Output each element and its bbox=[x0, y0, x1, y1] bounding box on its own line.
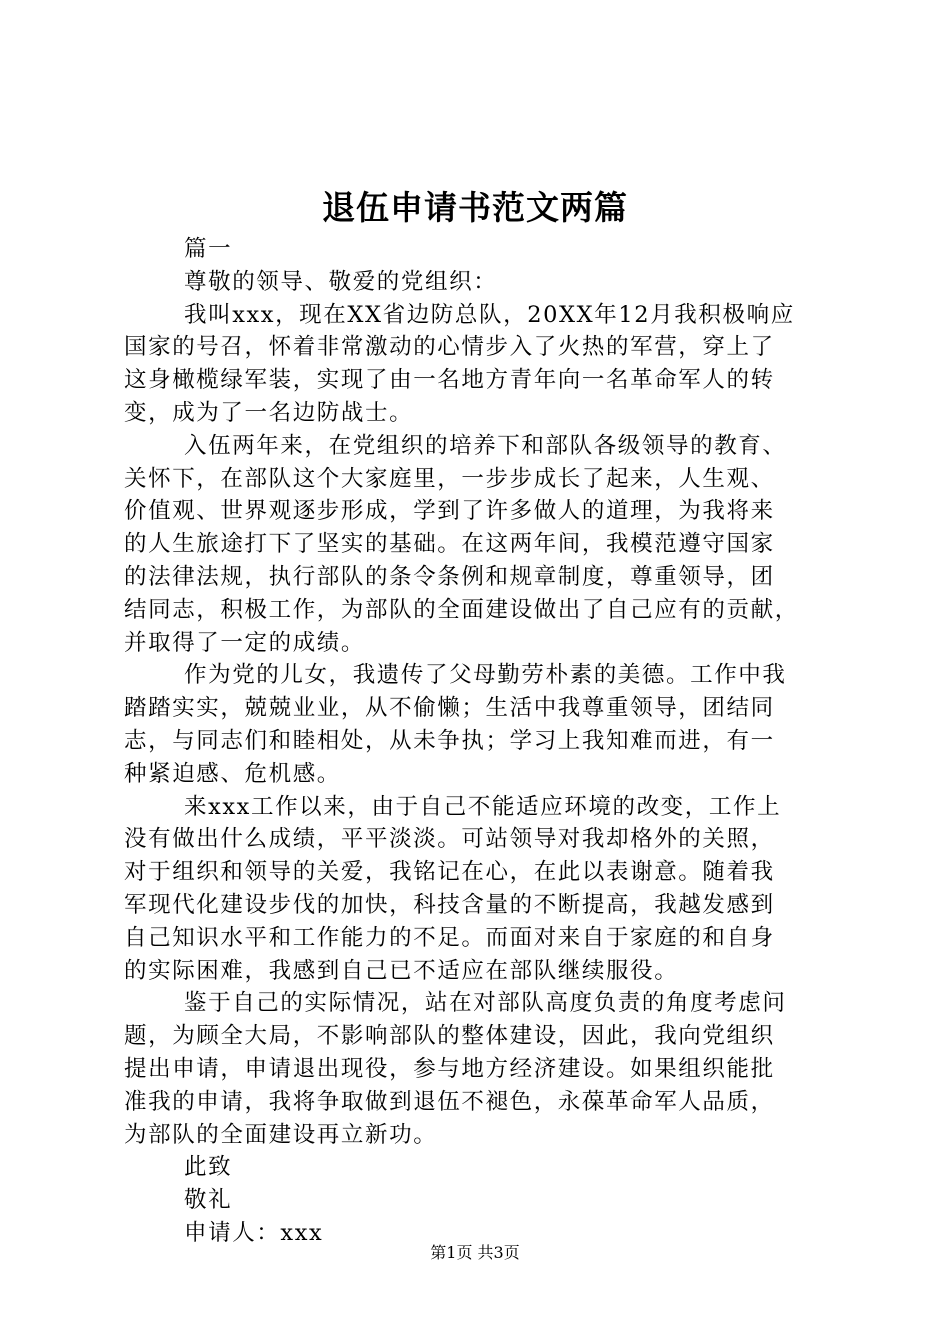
body-line: 志，与同志们和睦相处，从未争执；学习上我知难而进，有一 bbox=[124, 727, 775, 754]
document-body bbox=[124, 233, 846, 1250]
body-line: 关怀下，在部队这个大家庭里，一步步成长了起来，人生观、 bbox=[124, 465, 775, 492]
body-line: 敬礼 bbox=[184, 1187, 233, 1214]
body-line: 篇一 bbox=[184, 236, 233, 262]
body-line: 变，成为了一名边防战士。 bbox=[124, 399, 414, 426]
body-line: 价值观、世界观逐步形成，学到了许多做人的道理，为我将来 bbox=[124, 498, 775, 525]
page-footer: 第1页 共3页 bbox=[430, 1243, 520, 1262]
body-line: 的人生旅途打下了坚实的基础。在这两年间，我模范遵守国家 bbox=[124, 531, 775, 558]
body-line: 来xxx工作以来，由于自己不能适应环境的改变，工作上 bbox=[184, 793, 782, 820]
body-line: 的实际困难，我感到自己已不适应在部队继续服役。 bbox=[124, 957, 679, 984]
body-line: 此致 bbox=[184, 1154, 233, 1181]
body-line: 对于组织和领导的关爱，我铭记在心，在此以表谢意。随着我 bbox=[124, 859, 775, 886]
document-title: 退伍申请书范文两篇 bbox=[322, 188, 628, 227]
body-line: 结同志，积极工作，为部队的全面建设做出了自己应有的贡献， bbox=[124, 596, 799, 623]
body-line: 军现代化建设步伐的加快，科技含量的不断提高，我越发感到 bbox=[124, 891, 775, 918]
body-line: 作为党的儿女，我遗传了父母勤劳朴素的美德。工作中我 bbox=[184, 662, 787, 689]
body-line: 提出申请，申请退出现役，参与地方经济建设。如果组织能批 bbox=[124, 1055, 775, 1082]
body-line: 入伍两年来，在党组织的培养下和部队各级领导的教育、 bbox=[184, 432, 787, 459]
body-line: 没有做出什么成绩，平平淡淡。可站领导对我却格外的关照， bbox=[124, 826, 775, 853]
body-line: 准我的申请，我将争取做到退伍不褪色，永葆革命军人品质， bbox=[124, 1088, 775, 1115]
body-line: 申请人：xxx bbox=[184, 1219, 324, 1246]
body-line: 为部队的全面建设再立新功。 bbox=[124, 1121, 438, 1148]
body-line: 鉴于自己的实际情况，站在对部队高度负责的角度考虑问 bbox=[184, 990, 787, 1017]
body-line: 种紧迫感、危机感。 bbox=[124, 760, 341, 787]
body-line: 的法律法规，执行部队的条令条例和规章制度，尊重领导，团 bbox=[124, 563, 775, 590]
body-line: 并取得了一定的成绩。 bbox=[124, 629, 366, 656]
body-line: 自己知识水平和工作能力的不足。而面对来自于家庭的和自身 bbox=[124, 924, 775, 951]
body-line: 我叫xxx，现在XX省边防总队，20XX年12月我积极响应 bbox=[184, 301, 795, 328]
body-line: 这身橄榄绿军装，实现了由一名地方青年向一名革命军人的转 bbox=[124, 367, 775, 394]
body-line: 题，为顾全大局，不影响部队的整体建设，因此，我向党组织 bbox=[124, 1023, 775, 1050]
body-line: 踏踏实实，兢兢业业，从不偷懒；生活中我尊重领导，团结同 bbox=[124, 695, 775, 722]
body-line: 尊敬的领导、敬爱的党组织： bbox=[184, 268, 498, 295]
body-line: 国家的号召，怀着非常激动的心情步入了火热的军营，穿上了 bbox=[124, 334, 775, 361]
